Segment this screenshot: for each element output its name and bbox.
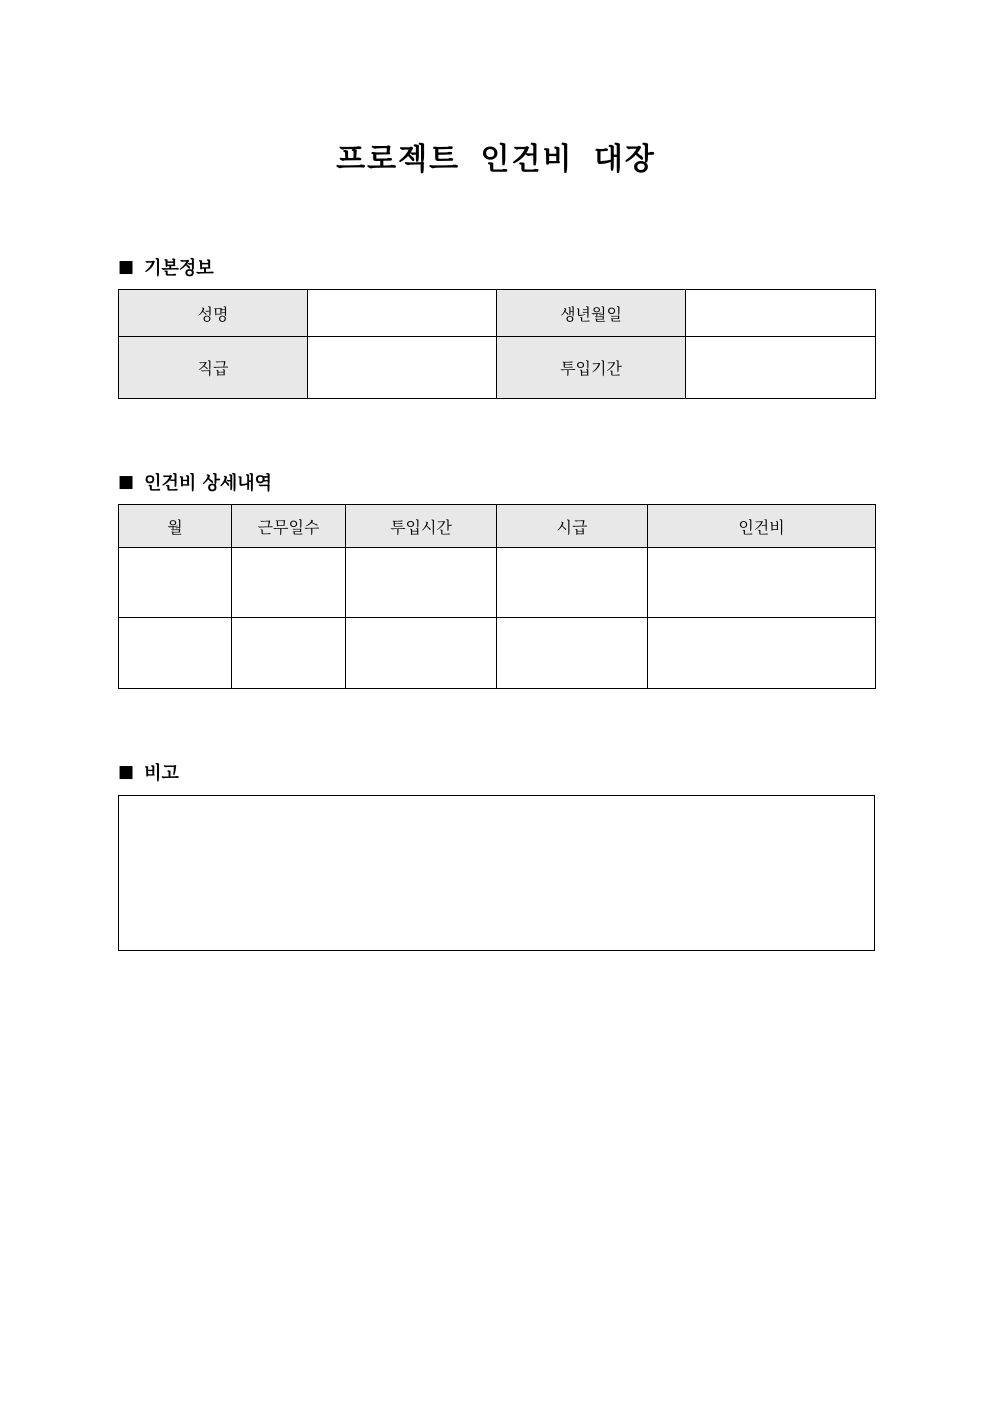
column-header-workdays: 근무일수 [232, 505, 346, 548]
birthdate-field[interactable] [686, 290, 876, 337]
hours-cell[interactable] [346, 548, 497, 618]
position-label: 직급 [119, 337, 308, 399]
assignment-period-label: 투입기간 [497, 337, 686, 399]
workdays-cell[interactable] [232, 548, 346, 618]
table-row [119, 618, 876, 689]
birthdate-label: 생년월일 [497, 290, 686, 337]
month-cell[interactable] [119, 618, 232, 689]
labor-cost-cell[interactable] [648, 548, 876, 618]
basic-info-heading-text: 기본정보 [144, 258, 214, 279]
position-field[interactable] [308, 337, 497, 399]
column-header-hours: 투입시간 [346, 505, 497, 548]
labor-cost-cell[interactable] [648, 618, 876, 689]
table-row [119, 548, 876, 618]
square-bullet-icon: ■ [118, 762, 135, 782]
month-cell[interactable] [119, 548, 232, 618]
labor-detail-heading [118, 469, 272, 495]
basic-info-row [119, 337, 876, 399]
workdays-cell[interactable] [232, 618, 346, 689]
hours-cell[interactable] [346, 618, 497, 689]
basic-info-heading [118, 254, 214, 280]
column-header-labor-cost: 인건비 [648, 505, 876, 548]
name-label: 성명 [119, 290, 308, 337]
hourly-wage-cell[interactable] [497, 548, 648, 618]
square-bullet-icon: ■ [118, 472, 135, 492]
name-field[interactable] [308, 290, 497, 337]
labor-detail-header-row [119, 505, 876, 548]
basic-info-row [119, 290, 876, 337]
square-bullet-icon: ■ [118, 257, 135, 277]
labor-detail-heading-text: 인건비 상세내역 [144, 473, 273, 494]
remarks-field[interactable] [118, 795, 875, 951]
remarks-heading-text: 비고 [144, 763, 179, 784]
remarks-heading [118, 759, 179, 785]
labor-detail-table [118, 504, 876, 689]
column-header-month: 월 [119, 505, 232, 548]
page-title: 프로젝트 인건비 대장 [336, 142, 656, 177]
basic-info-table [118, 289, 876, 399]
column-header-hourly-wage: 시급 [497, 505, 648, 548]
hourly-wage-cell[interactable] [497, 618, 648, 689]
assignment-period-field[interactable] [686, 337, 876, 399]
